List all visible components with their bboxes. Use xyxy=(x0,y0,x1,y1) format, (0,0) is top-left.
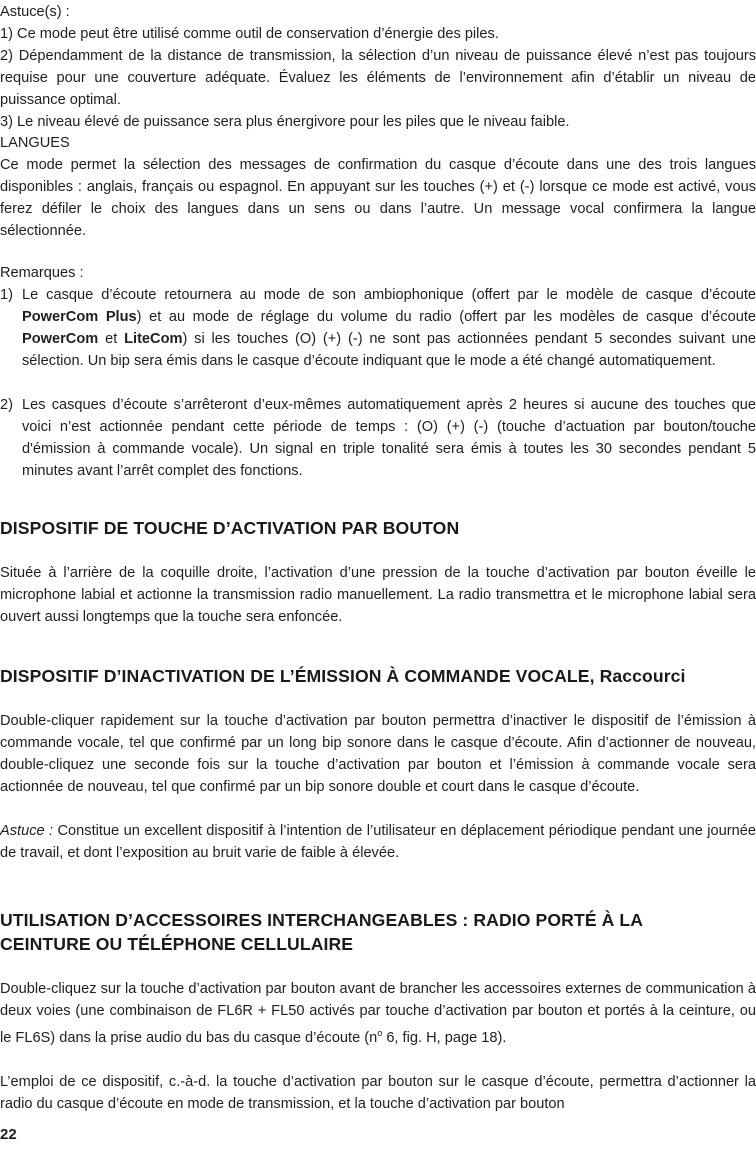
vox-section-body: Double-cliquer rapidement sur la touche d’activation par bouton permettra d’inactiver le dispositif de l’émission à commande vocale, tel que confirmé par un long bip sonore dans le casque d’écoute. Afin d’actionner de nouveau, double-cliquez une seconde fois sur la touche d’activation par bouton et l’émission à commande vocale sera actionnée de nouveau, tel que confirmé par un bip sonore double et court dans le casque d’écoute. xyxy=(0,713,756,795)
languages-section xyxy=(0,132,756,242)
remark-1-part1: Le casque d’écoute retournera au mode de son ambiophonique (offert par le modèle de casque d’écoute xyxy=(22,287,756,303)
vox-tip-text: Constitue un excellent dispositif à l’intention de l’utilisateur en déplacement périodique pendant une journée de travail, et dont l’exposition au bruit varie de faible à élevée. xyxy=(0,823,756,861)
ptt-section xyxy=(0,516,756,628)
brand-litecom: LiteCom xyxy=(124,331,183,347)
tips-heading: Astuce(s) : xyxy=(0,4,70,20)
remarks-heading: Remarques : xyxy=(0,265,84,281)
tip-item-1: 1) Ce mode peut être utilisé comme outil de conservation d’énergie des piles. xyxy=(0,26,499,42)
remark-item-2 xyxy=(0,394,756,482)
vox-section-title xyxy=(0,664,756,688)
number-sign-superscript: o xyxy=(377,1028,383,1038)
vox-tip-label: Astuce : xyxy=(0,823,54,839)
brand-powercom: PowerCom xyxy=(22,331,99,347)
accessories-section xyxy=(0,908,756,1115)
remarks-section xyxy=(0,262,756,482)
ptt-section-body: Située à l’arrière de la coquille droite, l’activation d’une pression de la touche d’activation par bouton éveille le microphone labial et actionne la transmission radio manuellement. La radio transmettra et le microphone labial sera ouvert aussi longtemps que la touche sera enfoncée. xyxy=(0,565,756,625)
remark-2-text: Les casques d’écoute s’arrêteront d’eux-mêmes automatiquement après 2 heures si aucune des touches que voici n’est actionnée pendant cette période de temps : (O) (+) (-) (touche d’actuation par bouton/touche d'émission à commande vocale). Un signal en triple tonalité sera émis à toutes les 30 secondes pendant 5 minutes avant l’arrêt complet des fonctions. xyxy=(22,397,756,479)
brand-powercom-plus: PowerCom Plus xyxy=(22,309,137,325)
accessories-title-line-1: UTILISATION D’ACCESSOIRES INTERCHANGEABLES : RADIO PORTÉ À LA xyxy=(0,910,644,930)
tips-section xyxy=(0,1,756,133)
languages-heading: LANGUES xyxy=(0,135,70,151)
remark-2-number: 2) xyxy=(0,397,13,413)
remark-1-part3: et xyxy=(98,331,125,347)
page-number: 22 xyxy=(0,1126,17,1143)
remark-1-part2: ) et au mode de réglage du volume du radio (offert par les modèles de casque d’écoute xyxy=(136,309,756,325)
languages-body: Ce mode permet la sélection des messages de confirmation du casque d’écoute dans une des trois langues disponibles : anglais, français ou espagnol. En appuyant sur les touches (+) et (-) lorsque ce mode est activé, vous ferez défiler le choix des langues dans un sens ou dans l’autre. Un message vocal confirmera la langue sélectionnée. xyxy=(0,157,756,239)
accessories-body-1-part2: 6, fig. H, page 18). xyxy=(382,1029,507,1046)
accessories-section-title xyxy=(0,908,756,956)
vox-tip xyxy=(0,820,756,864)
remark-1-text xyxy=(22,284,756,372)
vox-title-suffix: Raccourci xyxy=(599,666,686,686)
accessories-body-2: L’emploi de ce dispositif, c.-à-d. la touche d’activation par bouton sur le casque d’écoute, permettra d’actionner la radio du casque d’écoute en mode de transmission, et la touche d’activation par bouton xyxy=(0,1073,756,1112)
accessories-body-1-part1: Double-cliquez sur la touche d’activation par bouton avant de brancher les accessoires externes de communication à deux voies (une combinaison de FL6R + FL50 activés par touche d’activation par bouton et portés à la ceinture, ou le FL6S) dans la prise audio du bas du casque d’écoute (n xyxy=(0,981,756,1046)
tip-item-2: 2) Dépendamment de la distance de transmission, la sélection d’un niveau de puissance élevé n’est pas toujours requise pour une couverture adéquate. Évaluez les éléments de l’environnement afin d’établir un niveau de puissance optimal. xyxy=(0,48,756,108)
vox-section xyxy=(0,664,756,864)
tip-item-3: 3) Le niveau élevé de puissance sera plus énergivore pour les piles que le niveau faible. xyxy=(0,114,570,130)
vox-title-main: DISPOSITIF D’INACTIVATION DE L’ÉMISSION À COMMANDE VOCALE, xyxy=(0,666,595,686)
remark-1-number: 1) xyxy=(0,287,13,303)
accessories-body-1 xyxy=(0,978,756,1049)
remark-item-1 xyxy=(0,284,756,372)
remark-1-part4: ) si les touches (O) (+) (-) ne sont pas actionnées pendant 5 secondes suivant une sélection. Un bip sera émis dans le casque d’écoute indiquant que le mode a été changé automatiquement. xyxy=(22,331,756,369)
ptt-section-title: DISPOSITIF DE TOUCHE D’ACTIVATION PAR BOUTON xyxy=(0,518,460,538)
accessories-title-line-2: CEINTURE OU TÉLÉPHONE CELLULAIRE xyxy=(0,934,354,954)
